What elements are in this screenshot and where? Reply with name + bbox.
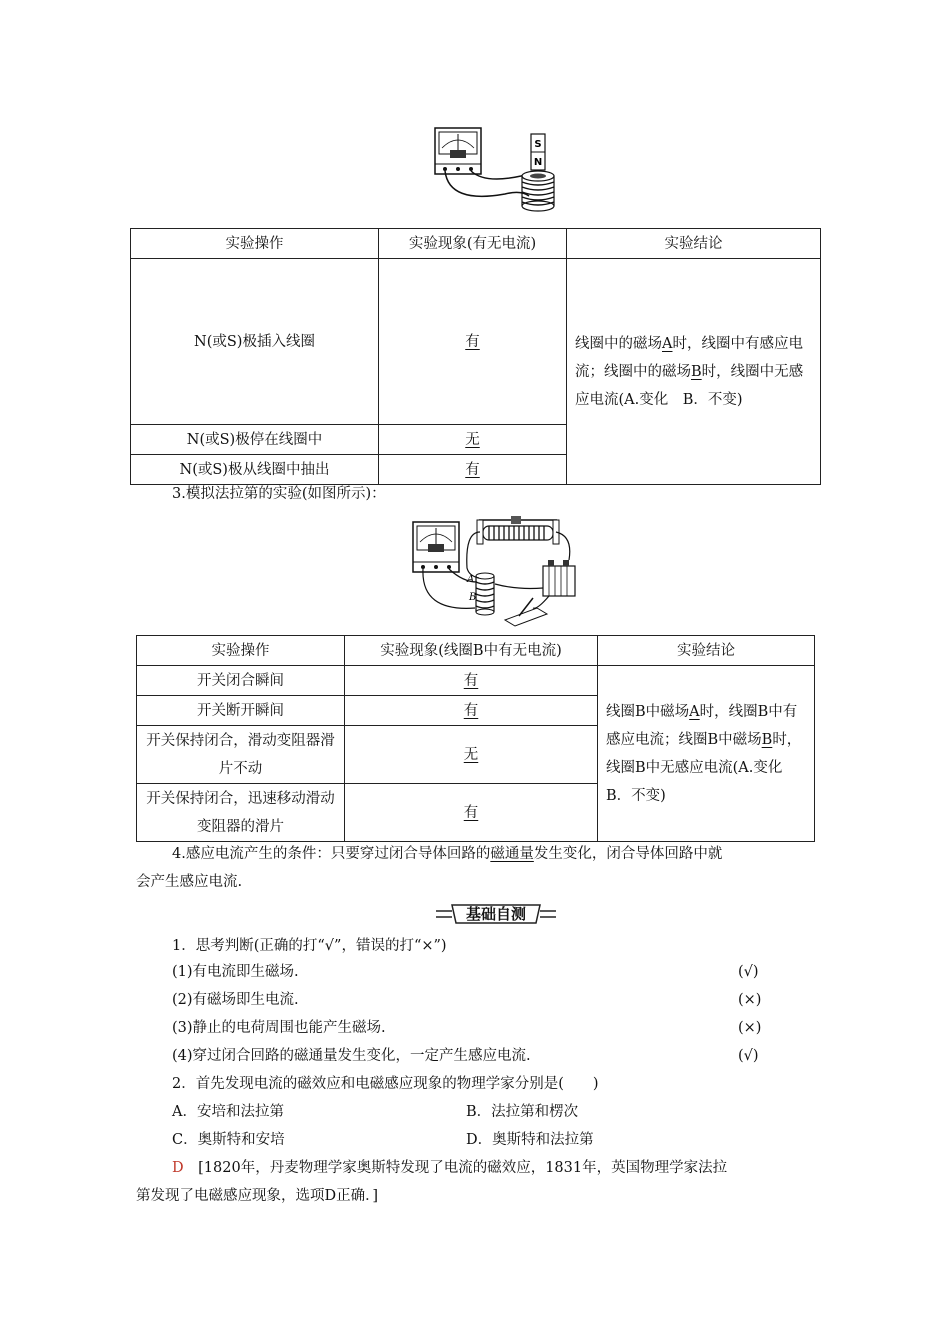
q1-item-4: (4)穿过闭合回路的磁通量发生变化，一定产生感应电流. xyxy=(172,1048,531,1064)
q1-mark-2: (×) xyxy=(738,992,762,1008)
q2-explanation-line2: 第发现了电磁感应现象，选项D正确．] xyxy=(136,1188,379,1204)
table2-header-operation: 实验操作 xyxy=(137,636,345,666)
conclusion-text: 线圈B中磁场 xyxy=(606,703,690,720)
galvanometer-icon xyxy=(435,128,481,174)
table1-row3-result: 有 xyxy=(465,461,480,478)
table1-row2-op: N(或S)极停在线圈中 xyxy=(131,425,379,455)
table1-header-phenomenon: 实验现象(有无电流) xyxy=(379,229,567,259)
table1-header-operation: 实验操作 xyxy=(131,229,379,259)
q2-stem: 2．首先发现电流的磁效应和电磁感应现象的物理学家分别是( ) xyxy=(172,1076,599,1092)
section-banner xyxy=(436,902,556,926)
rheostat-icon xyxy=(477,516,559,544)
conclusion-blank-2: B xyxy=(691,363,702,380)
q2-option-a: A．安培和法拉第 xyxy=(172,1104,284,1120)
conclusion-text: 时，线圈中无感应电流(A.变化 B．不变) xyxy=(575,363,804,408)
figure-magnet-coil xyxy=(425,124,575,216)
q2-explanation-text: [1820年，丹麦物理学家奥斯特发现了电流的磁效应，1831年，英国物理学家法拉 xyxy=(198,1160,728,1176)
conclusion-blank-1: A xyxy=(689,703,700,720)
table1-header-conclusion: 实验结论 xyxy=(567,229,821,259)
table2-row1-op: 开关闭合瞬间 xyxy=(137,666,345,696)
conclusion-blank-2: B xyxy=(761,731,773,748)
table2-row2-result: 有 xyxy=(463,702,479,719)
table2-row2-op: 开关断开瞬间 xyxy=(137,696,345,726)
figure-faraday-setup xyxy=(405,512,585,630)
section-4-line1 xyxy=(172,840,722,868)
q1-item-1: (1)有电流即生磁场. xyxy=(172,964,299,980)
q2-option-d: D．奥斯特和法拉第 xyxy=(466,1132,594,1148)
table2-conclusion xyxy=(598,666,815,842)
conclusion-text: 时，线圈B中无感应电流(A.变化 B．不变) xyxy=(606,731,802,804)
magnet-n-label: N xyxy=(533,157,543,168)
table1-row1-result: 有 xyxy=(465,333,480,350)
table1-conclusion xyxy=(567,259,821,485)
switch-icon xyxy=(505,598,547,626)
coil-icon xyxy=(522,171,554,211)
table2-row4-op: 开关保持闭合，迅速移动滑动变阻器的滑片 xyxy=(137,784,345,842)
section-4-text: 4.感应电流产生的条件：只要穿过闭合导体回路的 xyxy=(172,846,491,862)
table1-row3-op: N(或S)极从线圈中抽出 xyxy=(131,455,379,485)
q2-option-b: B．法拉第和楞次 xyxy=(466,1104,579,1120)
table1-row2-result: 无 xyxy=(465,431,480,448)
bar-magnet-icon xyxy=(531,134,545,170)
coil-a-label: A xyxy=(467,574,475,585)
conclusion-text: 线圈中的磁场 xyxy=(575,335,662,352)
section-4-text: 发生变化，闭合导体回路中就 xyxy=(533,846,723,862)
table2-header-conclusion: 实验结论 xyxy=(598,636,815,666)
conclusion-text: 时，线圈B中有感应电流；线圈B中磁场 xyxy=(606,703,798,748)
conclusion-text: 时，线圈中有感应电流；线圈中的磁场 xyxy=(575,335,803,380)
q1-item-3: (3)静止的电荷周围也能产生磁场. xyxy=(172,1020,386,1036)
battery-icon xyxy=(543,560,575,596)
q1-item-2: (2)有磁场即生电流. xyxy=(172,992,299,1008)
table2-row4-result: 有 xyxy=(463,804,479,821)
q1-mark-1: (√) xyxy=(738,964,759,980)
q2-option-c: C．奥斯特和安培 xyxy=(172,1132,285,1148)
table2-row1-result: 有 xyxy=(463,672,479,689)
q1-mark-4: (√) xyxy=(738,1048,759,1064)
section-3-heading: 3.模拟法拉第的实验(如图所示)： xyxy=(172,486,386,502)
table2-row3-result: 无 xyxy=(463,746,479,763)
conclusion-blank-1: A xyxy=(662,335,673,352)
magnet-s-label: S xyxy=(534,139,542,150)
q2-answer: D xyxy=(172,1160,184,1176)
q2-explanation-line1 xyxy=(172,1154,727,1182)
section-4-blank: 磁通量 xyxy=(490,846,534,862)
experiment-table-1 xyxy=(130,228,821,485)
section-4-line2: 会产生感应电流. xyxy=(136,874,243,890)
experiment-table-2 xyxy=(136,635,815,842)
q1-mark-3: (×) xyxy=(738,1020,762,1036)
table2-header-phenomenon: 实验现象(线圈B中有无电流) xyxy=(345,636,598,666)
banner-title: 基础自测 xyxy=(465,905,526,923)
table1-row1-op: N(或S)极插入线圈 xyxy=(131,259,379,425)
galvanometer-icon xyxy=(413,522,459,572)
q1-stem: 1．思考判断(正确的打“√”，错误的打“×”) xyxy=(172,938,447,954)
coil-b-label: B xyxy=(469,592,477,603)
table2-row3-op: 开关保持闭合，滑动变阻器滑片不动 xyxy=(137,726,345,784)
